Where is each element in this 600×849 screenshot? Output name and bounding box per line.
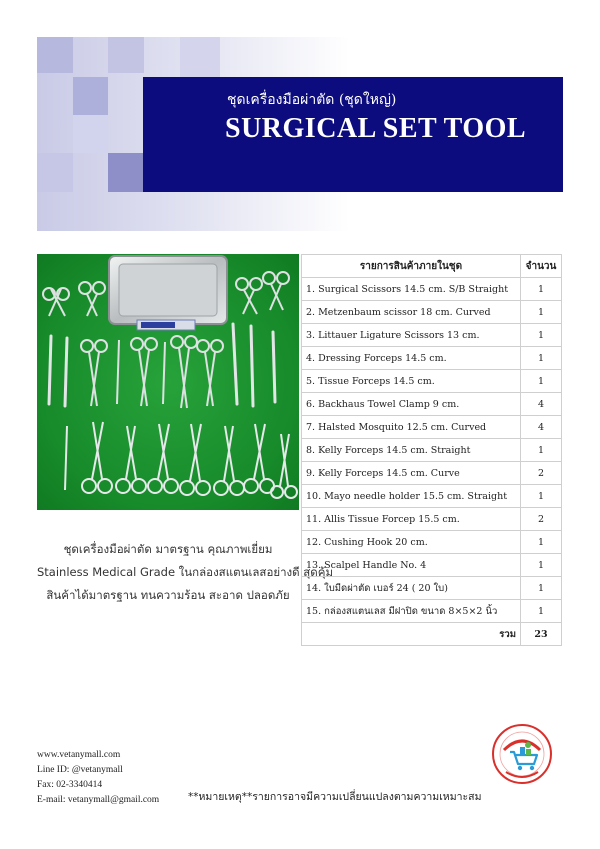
item-qty: 4 [521,393,562,416]
table-row [302,393,562,416]
caption-line-2: Stainless Medical Grade ในกล่องสแตนเลสอย่างดี สุดคุ้ม [37,565,334,579]
item-name: 13. Scalpel Handle No. 4 [302,554,521,577]
item-qty: 1 [521,577,562,600]
item-name: 4. Dressing Forceps 14.5 cm. [302,347,521,370]
deco-square [108,37,144,73]
item-name: 1. Surgical Scissors 14.5 cm. S/B Straight [302,278,521,301]
item-name: 14. ใบมีดผ่าตัด เบอร์ 24 ( 20 ใบ) [302,577,521,600]
item-name: 10. Mayo needle holder 15.5 cm. Straight [302,485,521,508]
shopping-cart-logo-icon [490,722,554,786]
contact-info [37,748,159,808]
item-qty: 1 [521,347,562,370]
item-qty: 2 [521,508,562,531]
table-row [302,278,562,301]
header-item: รายการสินค้าภายในชุด [302,255,521,278]
table-row [302,508,562,531]
table-total-row [302,623,562,646]
caption-line-3: สินค้าได้มาตรฐาน ทนความร้อน สะอาด ปลอดภัย [46,588,290,602]
table-row [302,485,562,508]
item-name: 12. Cushing Hook 20 cm. [302,531,521,554]
item-name: 2. Metzenbaum scissor 18 cm. Curved [302,301,521,324]
item-qty: 1 [521,324,562,347]
item-qty: 1 [521,485,562,508]
table-row [302,301,562,324]
caption-line-1: ชุดเครื่องมือผ่าตัด มาตรฐาน คุณภาพเยี่ยม [63,542,273,556]
items-table [301,254,562,646]
item-qty: 1 [521,554,562,577]
website-link[interactable]: www.vetanymall.com [37,750,121,760]
item-name: 7. Halsted Mosquito 12.5 cm. Curved [302,416,521,439]
item-qty: 4 [521,416,562,439]
item-qty: 1 [521,531,562,554]
table-row [302,462,562,485]
page-title: SURGICAL SET TOOL [225,113,527,144]
header-subtitle: ชุดเครื่องมือผ่าตัด (ชุดใหญ่) [227,92,397,108]
deco-square [73,77,108,115]
instruments-illustration [37,254,299,510]
item-qty: 1 [521,439,562,462]
deco-square [108,153,143,192]
item-name: 8. Kelly Forceps 14.5 cm. Straight [302,439,521,462]
item-qty: 2 [521,462,562,485]
table-row [302,439,562,462]
deco-square [37,153,73,192]
table-row [302,347,562,370]
deco-square [180,37,220,77]
table-row [302,324,562,347]
table-row [302,416,562,439]
item-qty: 1 [521,278,562,301]
vetanymall-logo [490,722,554,786]
item-name: 15. กล่องสแตนเลส มีฝาปิด ขนาด 8×5×2 นิ้ว [302,600,521,623]
item-qty: 1 [521,600,562,623]
total-label: รวม [302,623,521,646]
surgical-instruments-photo [37,254,299,510]
line-id: Line ID: @vetanymall [37,765,123,775]
table-row [302,554,562,577]
item-qty: 1 [521,301,562,324]
total-value: 23 [521,623,562,646]
table-row [302,577,562,600]
item-qty: 1 [521,370,562,393]
item-name: 5. Tissue Forceps 14.5 cm. [302,370,521,393]
item-name: 11. Allis Tissue Forcep 15.5 cm. [302,508,521,531]
item-name: 3. Littauer Ligature Scissors 13 cm. [302,324,521,347]
table-header-row [302,255,562,278]
item-name: 9. Kelly Forceps 14.5 cm. Curve [302,462,521,485]
table-row [302,531,562,554]
deco-square [37,37,73,73]
item-name: 6. Backhaus Towel Clamp 9 cm. [302,393,521,416]
disclaimer-note: **หมายเหตุ**รายการอาจมีความเปลี่ยนแปลงตามความเหมาะสม [188,791,482,803]
email-link[interactable]: E-mail: vetanymall@gmail.com [37,795,160,805]
fax-number: Fax: 02-3340414 [37,780,103,790]
table-row [302,370,562,393]
table-row [302,600,562,623]
header-qty: จำนวน [521,255,562,278]
deco-square [73,115,108,153]
product-caption [37,538,334,607]
